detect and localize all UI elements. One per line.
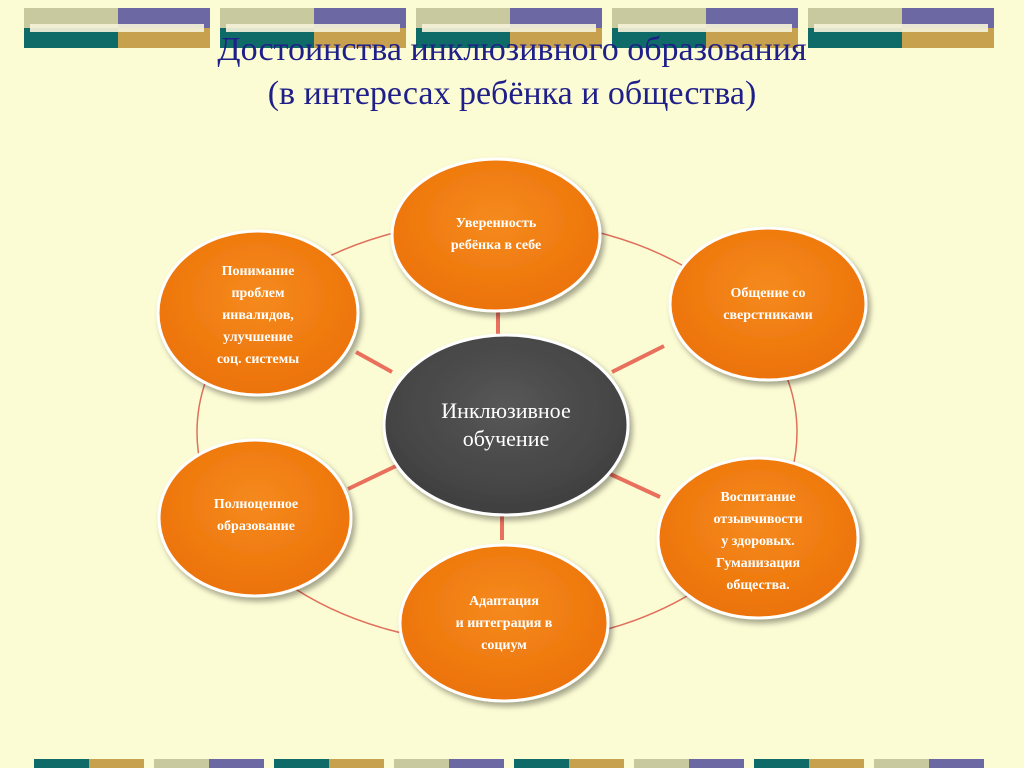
spoke-empathy <box>610 474 660 497</box>
spoke-peers <box>612 346 664 372</box>
node-label-empathy: Воспитание отзывчивости у здоровых. Гуманизация общества. <box>713 490 803 593</box>
spoke-education <box>348 466 396 489</box>
band-segment <box>634 759 744 768</box>
node-label-education: Полноценное образование <box>213 497 299 534</box>
band-segment <box>394 759 504 768</box>
band-segment <box>754 759 864 768</box>
band-segment <box>874 759 984 768</box>
title-line-2: (в интересах ребёнка и общества) <box>267 75 757 112</box>
center-label: Инклюзивное обучение <box>441 398 571 451</box>
band-segment <box>34 759 144 768</box>
node-label-adaptation: Адаптация и интеграция в социум <box>455 594 553 653</box>
spoke-understanding <box>356 352 392 372</box>
node-label-confidence: Уверенность ребёнка в себе <box>450 216 542 253</box>
band-segment <box>274 759 384 768</box>
bottom-decorative-band <box>34 759 1024 768</box>
node-label-peers: Общение со сверстниками <box>723 286 813 323</box>
title-line-1: Достоинства инклюзивного образования <box>217 31 807 68</box>
band-segment <box>514 759 624 768</box>
node-label-understanding: Понимание проблем инвалидов, улучшение соц. системы <box>216 264 300 367</box>
band-segment <box>154 759 264 768</box>
